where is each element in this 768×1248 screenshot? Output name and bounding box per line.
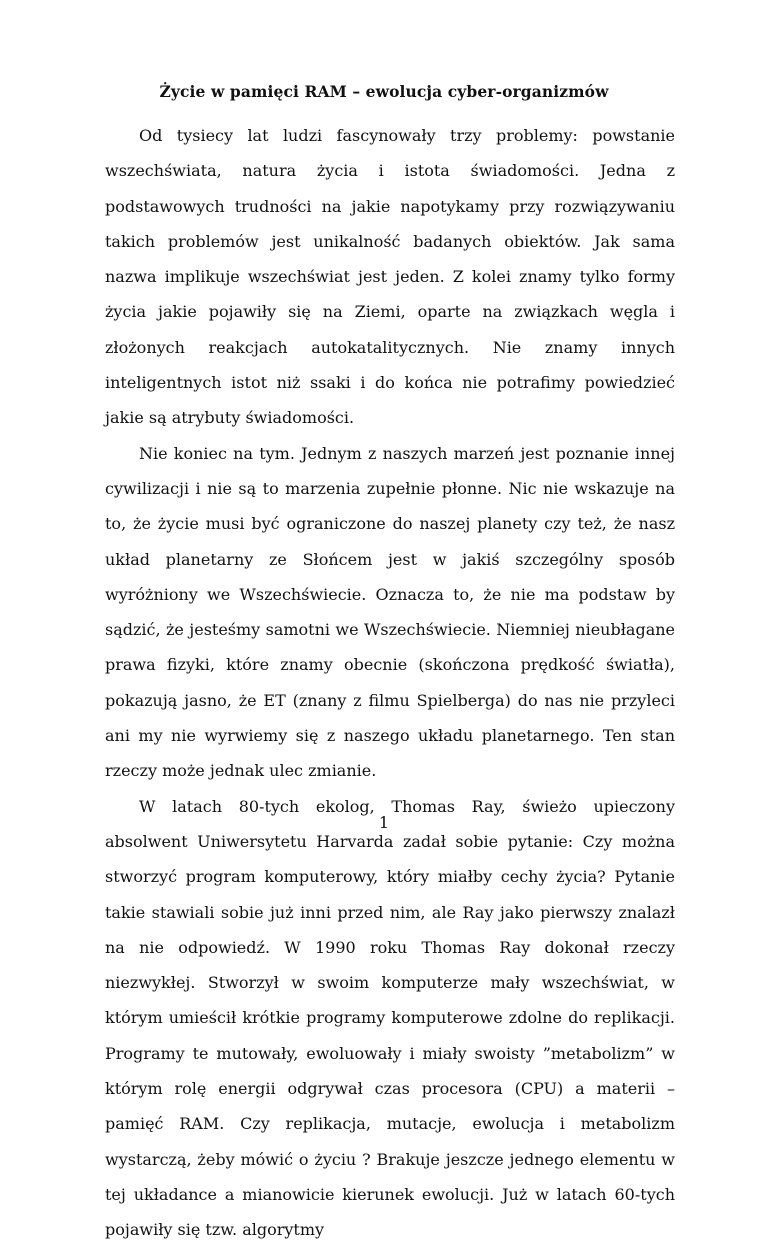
paragraph-1: Od tysiecy lat ludzi fascynowały trzy problemy: powstanie wszechświata, natura życia i istota świadomości. Jedna z podstawowych trudności na jakie napotykamy przy rozwiązywaniu takich problemów jest unikalność badanych obiektów. Jak sama nazwa implikuje wszechświat jest jeden. Z kolei znamy tylko formy życia jakie pojawiły się na Ziemi, oparte na związkach węgla i złożonych reakcjach autokatalitycznych. Nie znamy innych inteligentnych istot niż ssaki i do końca nie potrafimy powiedzieć jakie są atrybuty świadomości. (105, 126, 675, 428)
page-number: 1 (378, 813, 390, 832)
body-text (105, 118, 675, 1248)
paragraph-3: W latach 80-tych ekolog, Thomas Ray, świeżo upieczony absolwent Uniwersytetu Harvarda zadał sobie pytanie: Czy można stworzyć program komputerowy, który miałby cechy życia? Pytanie takie stawiali sobie już inni przed nim, ale Ray jako pierwszy znalazł na nie odpowiedź. W 1990 roku Thomas Ray dokonał rzeczy niezwykłej. Stworzył w swoim komputerze mały wszechświat, w którym umieścił krótkie programy komputerowe zdolne do replikacji. Programy te mutowały, ewoluowały i miały swoisty ”metabolizm” w którym rolę energii odgrywał czas procesora (CPU) a materii – pamięć RAM. Czy replikacja, mutacje, ewolucja i metabolizm wystarczą, żeby mówić o życiu ? Brakuje jeszcze jednego elementu w tej układance a mianowicie kierunek ewolucji. Już w latach 60-tych pojawiły się tzw. algorytmy (105, 796, 675, 1240)
paragraph-2: Nie koniec na tym. Jednym z naszych marzeń jest poznanie innej cywilizacji i nie są to marzenia zupełnie płonne. Nic nie wskazuje na to, że życie musi być ograniczone do naszej planety czy też, że nasz układ planetarny ze Słońcem jest w jakiś szczególny sposób wyróżniony we Wszechświecie. Oznacza to, że nie ma podstaw by sądzić, że jesteśmy samotni we Wszechświecie. Niemniej nieubłagane prawa fizyki, które znamy obecnie (skończona prędkość światła), pokazują jasno, że ET (znany z filmu Spielberga) do nas nie przyleci ani my nie wyrwiemy się z naszego układu planetarnego. Ten stan rzeczy może jednak ulec zmianie. (105, 443, 675, 781)
document-title: Życie w pamięci RAM – ewolucja cyber-organizmów (159, 82, 609, 101)
